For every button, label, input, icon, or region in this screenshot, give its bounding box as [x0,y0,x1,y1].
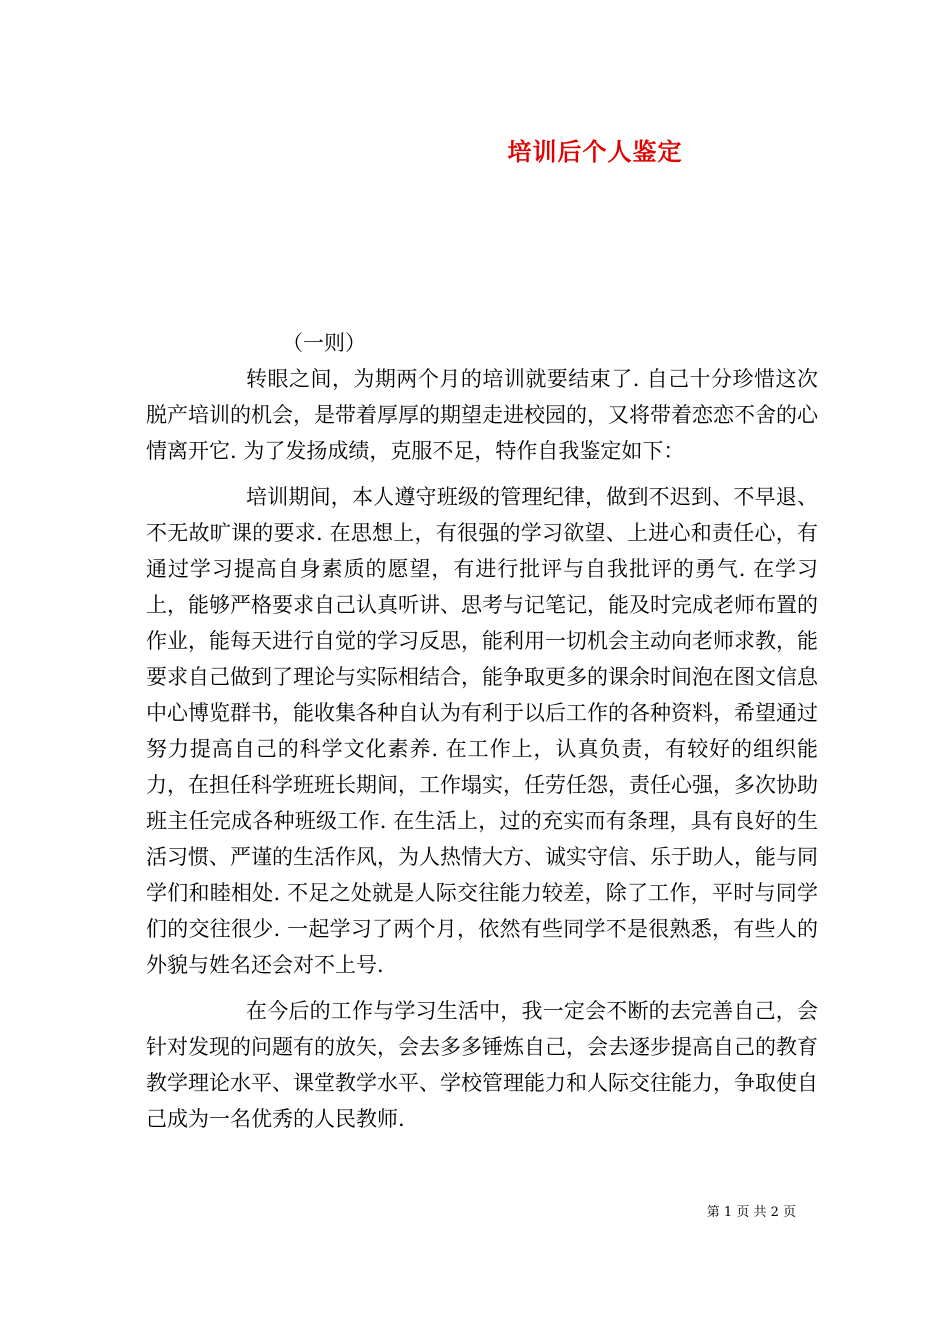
page-number: 第 1 页 共 2 页 [706,1205,796,1220]
document-title: 培训后个人鉴定 [507,137,683,166]
paragraph-intro: 转眼之间，为期两个月的培训就要结束了. 自己十分珍惜这次脱产培训的机会，是带着厚厚的期望走进校园的，又将带着恋恋不舍的心情离开它. 为了发扬成绩，克服不足，特作自我鉴定如下： [146,367,818,463]
paragraph-training-period: 培训期间，本人遵守班级的管理纪律，做到不迟到、不早退、不无故旷课的要求. 在思想上，有很强的学习欲望、上进心和责任心，有通过学习提高自身素质的愿望，有进行批评与自我批评的勇气. 在学习上，能够严格要求自己认真听讲、思考与记笔记，能及时完成老师布置的作业，能每天进行自觉的学习反思，能利用一切机会主动向老师求教，能要求自己做到了理论与实际相结合，能争取更多的课余时间泡在图文信息中心博览群书，能收集各种自认为有利于以后工作的各种资料，希望通过努力提高自己的科学文化素养. 在工作上，认真负责，有较好的组织能力，在担任科学班班长期间，工作塌实，任劳任怨，责任心强，多次协助班主任完成各种班级工作. 在生活上，过的充实而有条理，具有良好的生活习惯、严谨的生活作风，为人热情大方、诚实守信、乐于助人，能与同学们和睦相处. 不足之处就是人际交往能力较差，除了工作，平时与同学们的交往很少. 一起学习了两个月，依然有些同学不是很熟悉，有些人的外貌与姓名还会对不上号. [146,485,818,977]
document-body [146,361,818,1147]
paragraph-future-plans: 在今后的工作与学习生活中，我一定会不断的去完善自己，会针对发现的问题有的放矢，会去多多锤炼自己，会去逐步提高自己的教育教学理论水平、课堂教学水平、学校管理能力和人际交往能力，争取使自己成为一名优秀的人民教师. [146,999,818,1131]
section-label: （一则） [282,331,366,355]
